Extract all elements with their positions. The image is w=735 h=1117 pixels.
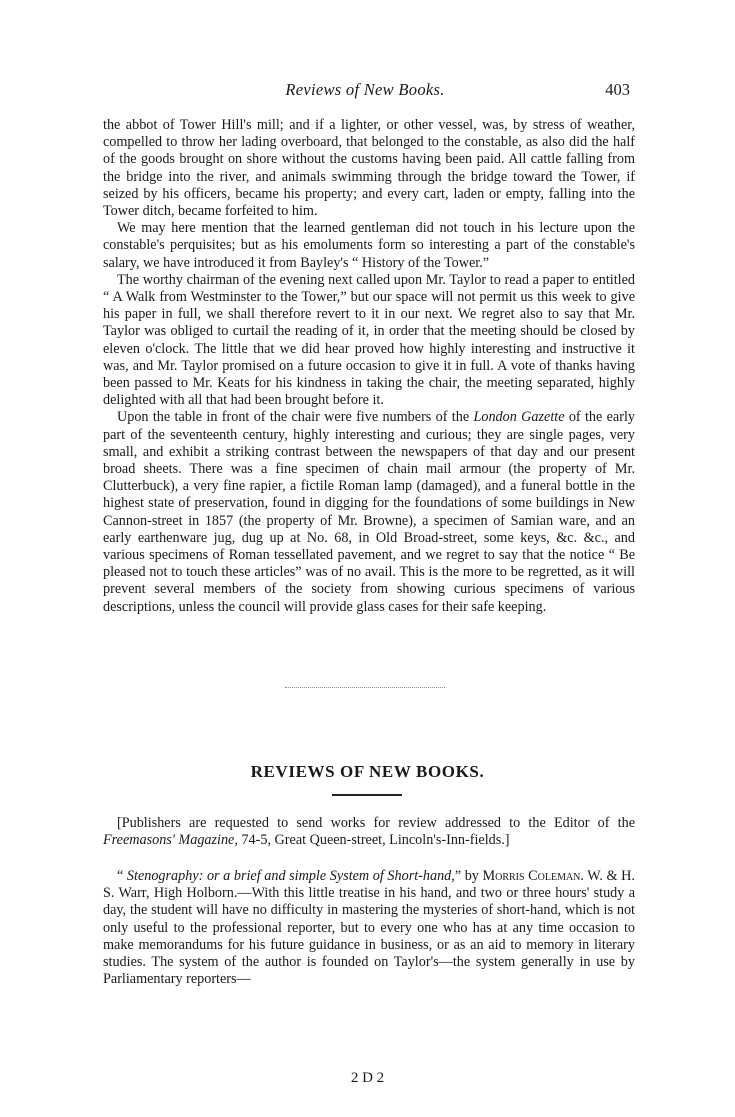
article-continuation — [103, 117, 635, 616]
running-title: Reviews of New Books. — [285, 80, 445, 99]
author-name: Morris Coleman. — [482, 868, 584, 884]
section-separator — [285, 687, 445, 688]
text-run: of the early part of the seventeenth century, highly interesting and curious; they are single pages, very small, and exhibit a striking contrast between the newspapers of that day and our present broad sheets. There was a fine specimen of chain mail armour (the property of Mr. Clutterbuck), a very fine rapier, a fictile Roman lamp (damaged), and a funeral bottle in the highest state of preservation, found in digging for the foundations of some buildings in New Cannon-street in 1857 (the property of Mr. Browne), a specimen of Samian ware, and an early earthenware jug, dug up at No. 68, in Old Broad-street, some keys, &c. &c., and various specimens of Roman tessellated pavement, and we regret to say that the notice “ Be pleased not to touch these articles” was of no avail. This is the more to be regretted, as it will prevent several members of the society from showing curious specimens of various descriptions, unless the council will provide glass cases for their safe keeping. — [103, 409, 635, 615]
paragraph: The worthy chairman of the evening next called upon Mr. Taylor to read a paper to entitled “ A Walk from Westminster to the Tower,” but our space will not permit us this week to give his paper in full, we shall therefore revert to it in our next. We regret also to say that Mr. Taylor was obliged to curtail the reading of it, in order that the meeting should be closed by eleven o'clock. The little that we did hear proved how highly interesting and instructive it was, and Mr. Taylor promised on a future occasion to give it in full. A vote of thanks having been passed to Mr. Keats for his kindness in taking the chair, the meeting separated, highly delighted with all that had been brought before it. — [103, 271, 635, 409]
paragraph — [103, 868, 635, 988]
paragraph — [103, 815, 635, 849]
paragraph — [103, 409, 635, 615]
book-title: Stenography: or a brief and simple System of Short-hand, — [126, 868, 455, 884]
text-run: W. & H. S. Warr, High Holborn.—With this little treatise in his hand, and two or three hours' study a day, the student will have no difficulty in mastering the mysteries of short-hand, which is not only useful to the professional reporter, but to every one who has at any time occasion to make memorandums for his future guidance in business, or as an aid to memory in literary studies. The system of the author is founded on Taylor's—the system generally in use by Parliamentary reporters— — [103, 868, 635, 988]
newspaper-title: London Gazette — [473, 409, 565, 426]
text-run: ” by — [454, 868, 483, 884]
heading-rule — [332, 794, 402, 796]
book-review — [103, 868, 635, 988]
page-number: 403 — [605, 80, 630, 99]
page-header — [100, 80, 630, 104]
text-run: [Publishers are requested to send works for review addressed to the Editor of the — [117, 815, 635, 831]
section-heading: REVIEWS OF NEW BOOKS. — [250, 762, 485, 781]
paragraph: the abbot of Tower Hill's mill; and if a lighter, or other vessel, was, by stress of weather, compelled to throw her lading overboard, that belonged to the constable, as also did the half of the goods brought on shore without the customs having been paid. All cattle falling from the bridge into the river, and animals swimming through the bridge toward the Tower, if seized by his officers, became his property; and every cart, laden or empty, falling into the Tower ditch, became forfeited to him. — [103, 117, 635, 220]
signature-mark: 2 D 2 — [350, 1070, 385, 1086]
paragraph: We may here mention that the learned gentleman did not touch in his lecture upon the constable's perquisites; but as his emoluments form so interesting a part of the constable's salary, we have introduced it from Bayley's “ History of the Tower.” — [103, 220, 635, 271]
text-run: “ — [117, 868, 127, 884]
magazine-title: Freemasons' Magazine, — [103, 832, 238, 849]
text-run: Upon the table in front of the chair were five numbers of the — [117, 409, 474, 426]
text-run: 74-5, Great Queen-street, Lincoln's-Inn-fields.] — [237, 832, 510, 849]
publishers-notice — [103, 815, 635, 849]
